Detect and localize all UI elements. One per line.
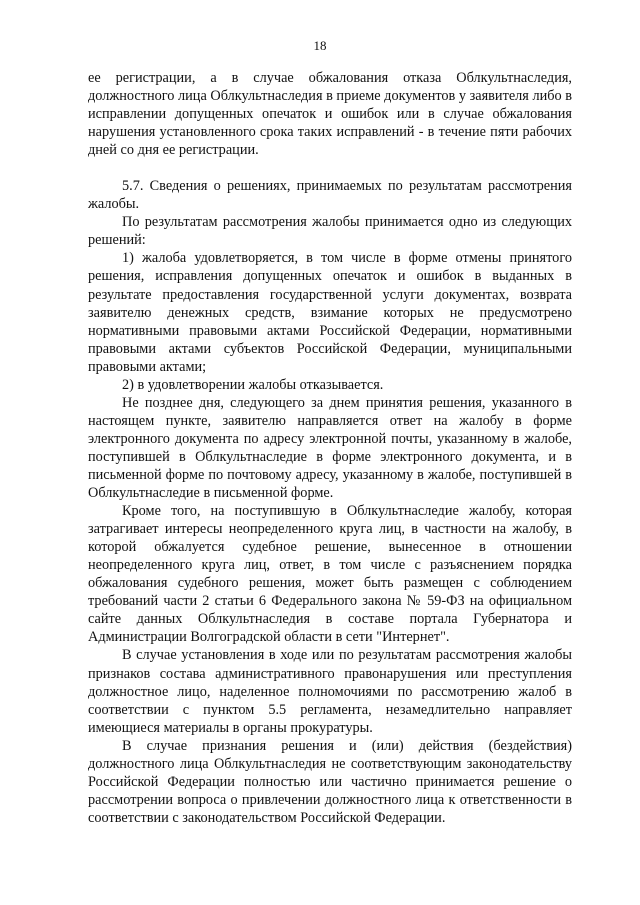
- paragraph-official-liability: В случае признания решения и (или) действия (бездействия) должностного лица Облкультнаследия не соответствующим законодательству Российской Федерации полностью или частично принимается решение о рассмотрении вопроса о привлечении должностного лица к ответственности в соответствии с законодательством Российской Федерации.: [88, 737, 572, 826]
- paragraph-decisions-intro: По результатам рассмотрения жалобы принимается одно из следующих решений:: [88, 214, 572, 249]
- paragraph-gap: [88, 159, 572, 177]
- section-heading-5-7: 5.7. Сведения о решениях, принимаемых по результатам рассмотрения жалобы.: [88, 178, 572, 213]
- paragraph-public-response: Кроме того, на поступившую в Облкультнаследие жалобу, которая затрагивает интересы неопределенного круга лиц, в частности на жалобу, в которой обжалуется судебное решение, вынесенное в отношении неопределенного круга лиц, ответ, в том числе с разъяснением порядка обжалования судебного решения, может быть размещен с соблюдением требований части 2 статьи 6 Федерального закона № 59-ФЗ на официальном сайте данных Облкультнаследия в составе портала Губернатора и Администрации Волгоградской области в сети "Интернет".: [88, 503, 572, 646]
- list-item-complaint-satisfied: 1) жалоба удовлетворяется, в том числе в форме отмены принятого решения, исправления допущенных опечаток и ошибок в выданных в результате предоставления государственной услуги документах, возврата заявителю денежных средств, взимание которых не предусмотрено нормативными правовыми актами Российской Федерации, нормативными правовыми актами субъектов Российской Федерации, муниципальными правовыми актами;: [88, 250, 572, 375]
- document-body: [88, 69, 572, 827]
- paragraph-prosecution-referral: В случае установления в ходе или по результатам рассмотрения жалобы признаков состава административного правонарушения или преступления должностное лицо, наделенное полномочиями по рассмотрению жалоб в соответствии с пунктом 5.5 регламента, незамедлительно направляет имеющиеся материалы в органы прокуратуры.: [88, 647, 572, 736]
- paragraph-response-deadline: Не позднее дня, следующего за днем принятия решения, указанного в настоящем пункте, заявителю направляется ответ на жалобу в форме электронного документа по адресу электронной почты, указанному в жалобе, поступившей в Облкультнаследие в форме электронного документа, и в письменной форме по почтовому адресу, указанному в жалобе, поступившей в Облкультнаследие в письменной форме.: [88, 394, 572, 502]
- list-item-complaint-rejected: 2) в удовлетворении жалобы отказывается.: [122, 376, 384, 393]
- page-number: 18: [313, 38, 327, 53]
- paragraph-registration-deadline: ее регистрации, а в случае обжалования отказа Облкультнаследия, должностного лица Облкультнаследия в приеме документов у заявителя либо в исправлении допущенных опечаток и ошибок или в случае обжалования нарушения установленного срока таких исправлений - в течение пяти рабочих дней со дня ее регистрации.: [88, 70, 572, 159]
